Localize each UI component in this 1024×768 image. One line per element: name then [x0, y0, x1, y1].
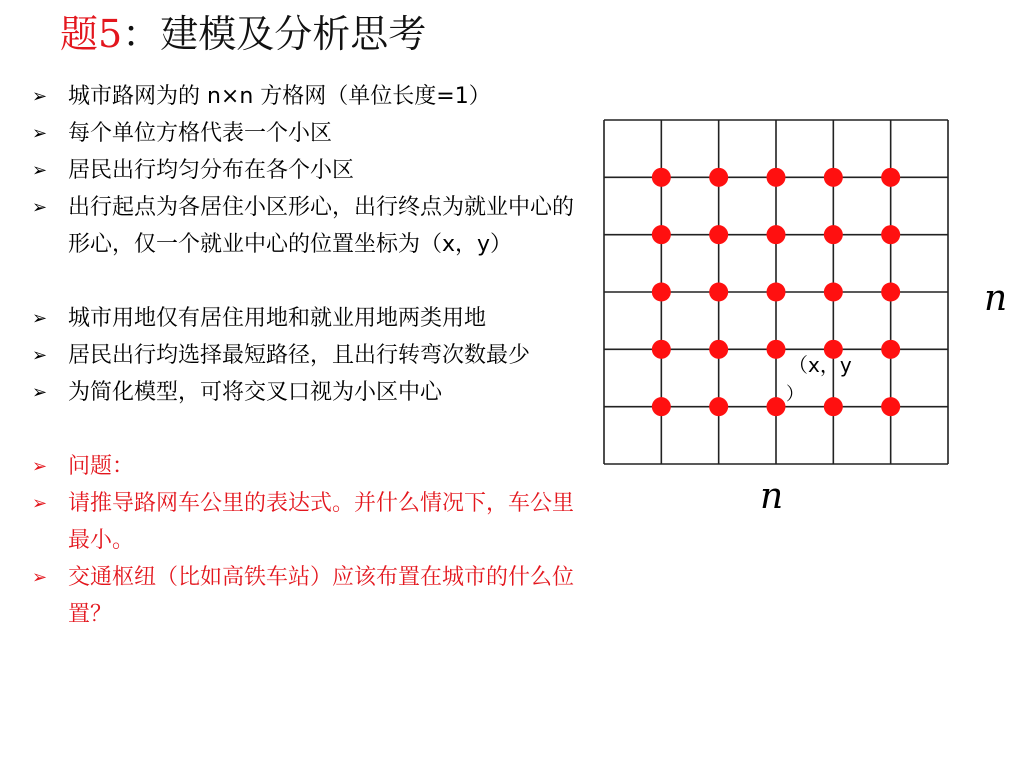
intersection-dot — [709, 397, 728, 416]
intersection-dot — [767, 340, 786, 359]
intersection-dot — [709, 225, 728, 244]
question-item: ➢ 交通枢纽（比如高铁车站）应该布置在城市的什么位置？ — [30, 559, 575, 633]
arrow-bullet-icon: ➢ — [32, 308, 48, 329]
n-label-right: n — [984, 278, 1008, 319]
intersection-dot — [881, 225, 900, 244]
intersection-dot — [652, 397, 671, 416]
intersection-dot — [767, 168, 786, 187]
arrow-bullet-icon: ➢ — [32, 567, 48, 588]
intersection-dot — [652, 283, 671, 302]
arrow-bullet-icon: ➢ — [32, 123, 48, 144]
question-item: ➢ 请推导路网车公里的表达式。并什么情况下，车公里最小。 — [30, 485, 575, 559]
arrow-bullet-icon: ➢ — [32, 456, 48, 477]
intersection-dot — [652, 340, 671, 359]
intersection-dot — [709, 168, 728, 187]
intersection-dot — [824, 397, 843, 416]
arrow-bullet-icon: ➢ — [32, 86, 48, 107]
arrow-bullet-icon: ➢ — [32, 493, 48, 514]
arrow-bullet-icon: ➢ — [32, 345, 48, 366]
arrow-bullet-icon: ➢ — [32, 382, 48, 403]
page-title — [60, 10, 426, 58]
intersection-dot — [767, 225, 786, 244]
intersection-dot — [709, 340, 728, 359]
arrow-bullet-icon: ➢ — [32, 197, 48, 218]
intersection-dot — [709, 283, 728, 302]
n-label-bottom: n — [760, 476, 784, 517]
grid-diagram — [590, 110, 1020, 520]
intersection-dot — [881, 168, 900, 187]
bullet-item: ➢ 城市用地仅有居住用地和就业用地两类用地 — [30, 300, 575, 337]
title-text: ：建模及分析思考 — [122, 12, 427, 56]
intersection-dot — [881, 397, 900, 416]
intersection-dot — [767, 397, 786, 416]
intersection-dot — [881, 283, 900, 302]
intersection-dot — [824, 168, 843, 187]
bullet-item: ➢ 每个单位方格代表一个小区 — [30, 115, 575, 152]
bullet-list — [30, 78, 575, 633]
intersection-dot — [824, 225, 843, 244]
coordinate-label: （x，y — [788, 353, 852, 377]
bullet-item: ➢ 居民出行均匀分布在各个小区 — [30, 152, 575, 189]
intersection-dot — [652, 225, 671, 244]
intersection-dot — [824, 283, 843, 302]
bullet-item: ➢ 居民出行均选择最短路径，且出行转弯次数最少 — [30, 337, 575, 374]
question-heading: ➢ 问题： — [30, 448, 575, 485]
arrow-bullet-icon: ➢ — [32, 160, 48, 181]
bullet-item: ➢ 为简化模型，可将交叉口视为小区中心 — [30, 374, 575, 411]
intersection-dot — [881, 340, 900, 359]
title-number: 题5 — [60, 12, 123, 56]
coordinate-label-close: ） — [786, 384, 804, 405]
intersection-dot — [767, 283, 786, 302]
intersection-dot — [652, 168, 671, 187]
bullet-item: ➢ 出行起点为各居住小区形心，出行终点为就业中心的形心，仅一个就业中心的位置坐标为（x，y） — [30, 189, 575, 263]
bullet-item: ➢ 城市路网为的 n×n 方格网（单位长度=1） — [30, 78, 575, 115]
